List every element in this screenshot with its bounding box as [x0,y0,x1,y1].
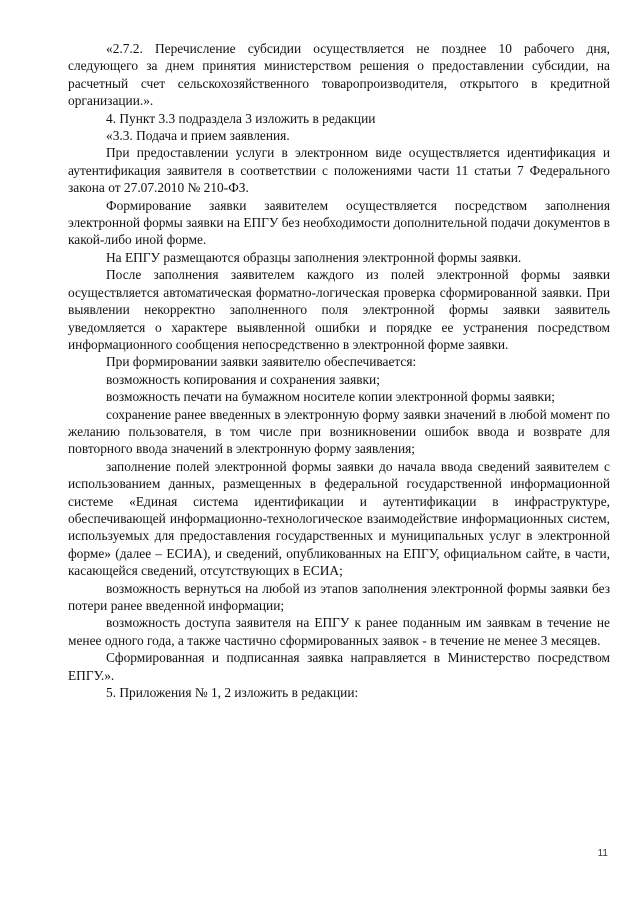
paragraph-provided-list-intro: При формировании заявки заявителю обеспечивается: [106,354,417,370]
list-item-print: возможность печати на бумажном носителе копии электронной формы заявки; [106,389,555,405]
page-number: 11 [597,848,608,859]
paragraph-2-7-2: «2.7.2. Перечисление субсидии осуществляется не позднее 10 рабочего дня, следующего за днем принятия министерством решения о предоставлении субсидии, на расчетный счет сельскохозяйственного товаропроизводителя, открытого в кредитной организации.». [68,41,610,109]
list-item-copy-save: возможность копирования и сохранения заявки; [106,371,380,387]
paragraph-form-filling: Формирование заявки заявителем осуществляется посредством заполнения электронной формы заявки на ЕПГУ без необходимости дополнительной подачи документов в какой-либо иной форме. [68,197,610,248]
paragraph-item-5: 5. Приложения № 1, 2 изложить в редакции: [106,685,359,701]
paragraph-samples: На ЕПГУ размещаются образцы заполнения электронной формы заявки. [106,249,522,265]
paragraph-validation: После заполнения заявителем каждого из полей электронной формы заявки осуществляется автоматическая форматно-логическая проверка сформированной заявки. При выявлении некорректно заполненного поля электронной формы заявки заявитель уведомляется о характере выявленной ошибки и порядке ее устранения посредством информационного сообщения непосредственно в электронной форме заявки. [68,267,610,352]
list-item-access-history: возможность доступа заявителя на ЕПГУ к ранее поданным им заявкам в течение не менее одного года, а также частично сформированных заявок - в течение не менее 3 месяцев. [68,615,610,648]
document-body [68,40,610,701]
list-item-prefill-esia: заполнение полей электронной формы заявки до начала ввода сведений заявителем с использованием данных, размещенных в федеральной государственной информационной системе «Единая система идентификации и аутентификации в инфраструктуре, обеспечивающей информационно-технологическое взаимодействие информационных систем, используемых для предоставления государственных и муниципальных услуг в электронной форме» (далее – ЕСИА), и сведений, опубликованных на ЕПГУ, официальном сайте, в части, касающейся сведений, отсутствующих в ЕСИА; [68,458,610,579]
list-item-return-step: возможность вернуться на любой из этапов заполнения электронной формы заявки без потери ранее введенной информации; [68,580,610,613]
paragraph-item-4: 4. Пункт 3.3 подраздела 3 изложить в редакции [106,110,376,126]
paragraph-submission: Сформированная и подписанная заявка направляется в Министерство посредством ЕПГУ.». [68,650,610,683]
paragraph-3-3-heading: «3.3. Подача и прием заявления. [106,128,290,144]
paragraph-identification: При предоставлении услуги в электронном виде осуществляется идентификация и аутентификация заявителя в соответствии с положениями части 11 статьи 7 Федерального закона от 27.07.2010 № 210-ФЗ. [68,145,610,196]
list-item-save-values: сохранение ранее введенных в электронную форму заявки значений в любой момент по желанию пользователя, в том числе при возникновении ошибок ввода и возврате для повторного ввода значений в электронную форму заявления; [68,406,610,457]
